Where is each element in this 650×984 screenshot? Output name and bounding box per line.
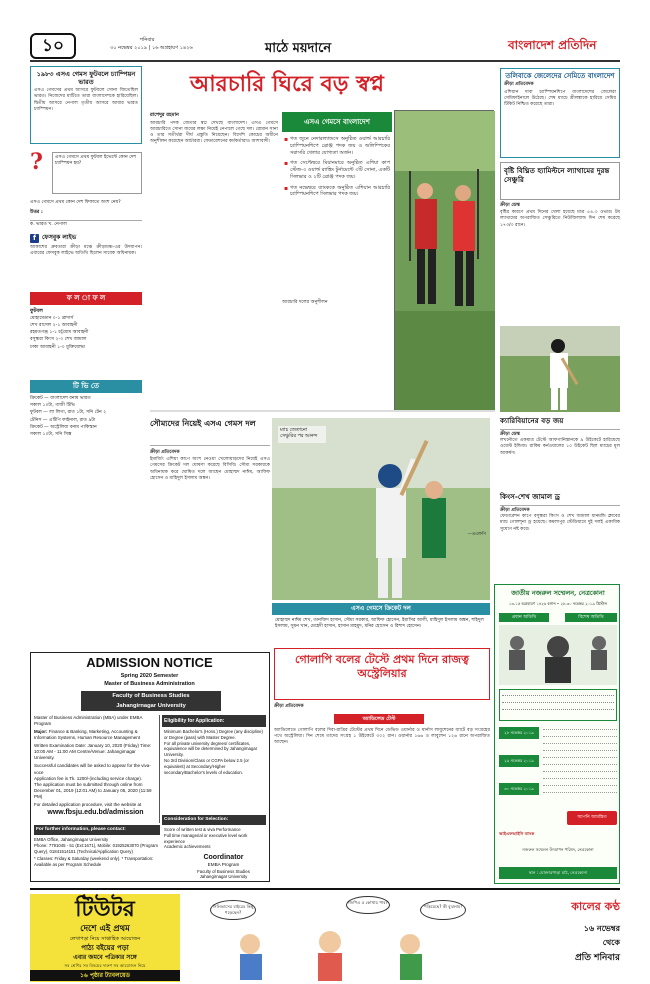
titur-line5: সব শ্রেণির সব বিষয়ের দারুণ সব আয়োজন নিয়ে bbox=[64, 963, 146, 968]
celebrating-batsman-figure bbox=[272, 418, 490, 600]
bullet-icon: ▪ bbox=[284, 160, 289, 168]
tv-item: টেনিস — এটিপি ফাইনাল, রাত ৯টা bbox=[30, 417, 96, 423]
lead-bullet: গত নভেম্বরে ব্যাংককে অনুষ্ঠিত এশিয়ান আরচারি চ্যাম্পিয়নশিপে সিলভার পদক জয়। bbox=[290, 184, 390, 198]
lead-headline: আরচারি ঘিরে বড় স্বপ্ন bbox=[190, 71, 385, 97]
faculty-name: Faculty of Business Studies bbox=[112, 693, 190, 699]
lead-photo bbox=[394, 110, 494, 410]
answer-label: উত্তর : bbox=[30, 210, 43, 215]
major-item: Human Resource Management bbox=[77, 735, 141, 741]
test-body: অ্যাডিলেডে গোলাপি বলের দিবা-রাত্রির টেস্টের প্রথম দিনে ডেভিড ওয়ার্নার ও মার্নাস লাবুশেনের ব্যাটে বড় সংগ্রহের পথে অস্ট্রেলিয়া। দিন শেষে তাদের সংগ্রহ ১ উইকেটে ৩০২ রান। ওয়ার্নার ১৬৬ ও লাবুশেন ১২৬ রানে অপরাজিত আছেন। bbox=[274, 728, 490, 746]
nazrul-committee bbox=[499, 689, 617, 721]
website-line: For detailed application procedure, visit the website at bbox=[34, 801, 142, 807]
squad-header: এসএ গেমসে ক্রিকেট দল bbox=[272, 603, 490, 615]
guest-portraits bbox=[499, 625, 617, 685]
cricket-photo bbox=[272, 418, 490, 600]
fact-box-text: এসএ গেমসের প্রথম আসরে ফুটবলে সোনা জিতেছিল ভারত। নিজেদের মাটিতে তারা বাংলাদেশকে হারিয়েছিল। দ্বিতীয় আসরে নেপাল তৃতীয় আসরে আবার ভারত চ্যাম্পিয়ন। bbox=[34, 88, 138, 112]
date-line: ৩০ নভেম্বর ২০১৯ | ১৬ অগ্রহায়ণ ১৪২৬ bbox=[110, 45, 193, 51]
coordinator-sub: EMBA Program bbox=[207, 862, 240, 868]
day2-tag: ২৯ নভেম্বর ২০১৯ bbox=[499, 755, 539, 767]
day1-tag: ২৮ নভেম্বর ২০১৯ bbox=[499, 727, 539, 739]
archer-figures bbox=[395, 111, 495, 411]
office-line: EMBA Office, Jahangirnagar University bbox=[34, 837, 109, 842]
consider-item: Academic achievements bbox=[164, 844, 211, 850]
eligibility-item: No 3rd Division/Class or CGPA below 2.5 (or equivalent) at Secondary/Higher secondary/Bachelor's levels of education. bbox=[164, 757, 249, 775]
program-line: Master of Business Administration (MBA) under EMBA Program bbox=[34, 715, 143, 727]
faculty-banner bbox=[81, 691, 221, 711]
story2-title: বৃষ্টি বিঘ্নিত হ্যামিল্টনে ল্যাথামের দুরন্ত সেঞ্চুরি bbox=[504, 166, 610, 185]
titur-line1: দেশে এই প্রথম bbox=[80, 924, 130, 934]
story4-body-block bbox=[500, 508, 620, 580]
tv-list bbox=[30, 396, 142, 526]
admission-ad bbox=[30, 652, 270, 882]
admission-note: Successful candidates will be asked to appear for the viva-voce bbox=[34, 763, 151, 775]
admission-degree: Master of Business Administration bbox=[104, 681, 195, 687]
cricket-title: সৌম্যদের নিয়েই এসএ গেমস দল bbox=[150, 418, 256, 428]
sponsor: আইএফআইসি ব্যাংক bbox=[499, 831, 535, 836]
test-kicker: অ্যাডিলেড টেস্ট bbox=[334, 714, 424, 724]
coordinator-title: Coordinator bbox=[203, 854, 244, 861]
eligibility-item: For all private university degrees/ certificates, equivalence will be determined by Jahangirnagar University. bbox=[164, 740, 258, 758]
latham-photo bbox=[500, 326, 620, 412]
nazrul-dates: ১৩-১৫ অগ্রহায়ণ ১৪২৬ বঙ্গাব্দ • ২৮-৩০ নভেম্বর ২০১৯ খ্রিস্টাব্দ bbox=[508, 601, 608, 606]
quiz-note: এসএ গেমসে প্রথম কোন দেশ ফিফাতে অংশ নেয়? bbox=[30, 200, 121, 205]
cricket-byline: ক্রীড়া প্রতিবেদক bbox=[150, 450, 180, 455]
tv-header: টি ভি তে bbox=[30, 380, 142, 393]
result-item: শেখ রাসেল ২-১ আবাহনী bbox=[30, 322, 78, 328]
facebook-title: ফেসবুক লাইভ bbox=[42, 234, 77, 242]
university-name: Jahangirnagar University bbox=[116, 703, 186, 709]
fact-box-title: ১৯৮৩ এসএ গেমস ফুটবলে চ্যাম্পিয়ন ভারত bbox=[36, 70, 136, 87]
nazrul-ad bbox=[494, 584, 620, 884]
test-headline-box bbox=[274, 648, 490, 700]
admission-note: Application fee is Tk. 1200/-(including service charge). bbox=[34, 775, 142, 781]
lead-bullet: গত সেপ্টেম্বরে মিয়ানমারে অনুষ্ঠিত এশিয়া কাপ স্টেজ-৩ ওয়ার্ল্ড র‌্যাঙ্কিং টুর্নামেন্টে ৩টি সোনা, একটি সিলভার ও ২টি ব্রোঞ্জ পদক জয়। bbox=[290, 160, 390, 180]
major-item: Accounting & Information Systems bbox=[34, 729, 138, 741]
illustration-panel bbox=[180, 894, 480, 982]
invitation-badge: আপনি আমন্ত্রিত bbox=[567, 811, 617, 825]
titur-line6: ১৬ পৃষ্ঠার ট্যাবলয়েড bbox=[30, 970, 180, 981]
story3-body-block bbox=[500, 432, 620, 490]
schedule-lines bbox=[543, 727, 617, 807]
titur-panel bbox=[30, 894, 180, 982]
test-body-block bbox=[274, 704, 490, 882]
kalerkantho-panel bbox=[480, 894, 620, 982]
paper-logo: বাংলাদেশ প্রতিদিন bbox=[508, 38, 597, 52]
admission-semester: Spring 2020 Semester bbox=[120, 673, 179, 679]
results-header: ফ ল া ফ ল bbox=[30, 292, 142, 305]
story4-title: কিংস-শেখ জামাল ড্র bbox=[500, 492, 561, 501]
consider-item: Full time managerial or executive level work experience bbox=[164, 832, 248, 844]
right-box bbox=[500, 68, 620, 158]
results-list bbox=[30, 308, 142, 378]
speech-bubble: পড়িয়েছে? কী বুঝলাম! bbox=[420, 900, 466, 920]
titur-line4: এবার জমবে পত্রিকার সঙ্গে bbox=[73, 954, 137, 961]
cricket-headline-block bbox=[150, 418, 270, 446]
result-item: রহমতগঞ্জ ১-১ চট্টগ্রাম আবাহনী bbox=[30, 330, 89, 336]
major-item: Marketing bbox=[89, 729, 109, 735]
exam-line: Written Examination Date: January 10, 2020 (Friday) Time: 10:00 AM - 11:00 AM Centre/Venue: Jahangirnagar University. bbox=[34, 743, 152, 761]
lead-body: আরচারি পদক জেতার স্বপ্ন দেখছে বাংলাদেশ। এসএ গেমসে আরচারিতে সোনা জয়ের লক্ষ্য নিয়েই নেপালে গেছে দল। রোমান সানা ও তার সতীর্থরা দীর্ঘ প্রস্তুতি নিয়েছেন। বিদেশি কোচের অধীনে অনুশীলন করেছেন আর্চাররা। ফেডারেশনের কর্মকর্তারাও আশাবাদী। bbox=[150, 120, 278, 145]
titur-line3: পাঠ্য বইয়ের পড়া bbox=[81, 944, 129, 952]
story2-body: বৃষ্টির কারণে প্রথম দিনের খেলা হয়েছে মাত্র ৫৪.৩ ওভার। টম ল্যাথামের অপরাজিত সেঞ্চুরিতে নিউজিল্যান্ড দিন শেষ করেছে ১৭৩/৩ রানে। bbox=[500, 210, 620, 228]
contact-header: For further information, please contact: bbox=[34, 825, 160, 835]
contact-block bbox=[34, 837, 160, 868]
facebook-box bbox=[30, 234, 142, 288]
consider-item: Score of written test & viva Performance bbox=[164, 827, 241, 832]
major-item: Finance & Banking bbox=[48, 729, 87, 735]
admission-note: The application must be submitted through online from December 01, 2019 (12:01 AM) to January 05, 2020 (11:59 PM) bbox=[34, 781, 152, 799]
lead-bullet: গত জুনে নেদারল্যান্ডসে অনুষ্ঠিত ওয়ার্ল্ড আরচারি চ্যাম্পিয়নশিপে ব্রোঞ্জ পদক জয় ও অলিম্পিকের সরাসরি খেলার যোগ্যতা অর্জন। bbox=[290, 136, 390, 156]
consider-list bbox=[164, 827, 266, 850]
lead-divider bbox=[150, 410, 495, 412]
lead-body-col2 bbox=[282, 300, 392, 408]
tv-item: ক্রিকেট — অস্ট্রেলিয়া বনাম পাকিস্তান bbox=[30, 424, 97, 430]
kk-brand: কালের কণ্ঠ bbox=[571, 900, 620, 913]
lead-headline-block bbox=[150, 66, 490, 110]
eligibility-list bbox=[164, 729, 266, 775]
lead-bullets bbox=[282, 134, 392, 294]
result-item: মোহামেডান ০-১ ব্রাদার্স bbox=[30, 315, 74, 321]
portrait-figures bbox=[499, 625, 617, 685]
lead-photo-caption: আরচারি দলের অনুশীলন bbox=[282, 300, 328, 305]
footnotes: * Classes: Friday & Saturday (weekend only). * Transportation: Available as per Program Schedule bbox=[34, 856, 154, 868]
kk-line2: থেকে bbox=[602, 938, 620, 947]
major-label: Major: bbox=[34, 729, 48, 735]
results-sport: ফুটবল bbox=[30, 308, 43, 314]
photo-credit: —এএফপি bbox=[467, 532, 486, 538]
day: শনিবার bbox=[140, 37, 155, 43]
bottom-ad bbox=[30, 888, 620, 984]
story4-body: ফেডারেশন কাপে বসুন্ধরা কিংস ও শেখ জামাল ধানমন্ডি ক্লাবের ম্যাচ গোলশূন্য ড্র হয়েছে। কমলাপুর স্টেডিয়ামে দুই দলই একাধিক সুযোগ নষ্ট করে। bbox=[500, 514, 620, 532]
story4-byline: ক্রীড়া প্রতিবেদক bbox=[500, 508, 530, 513]
story3-body: লখনৌতে একমাত্র টেস্টে আফগানিস্তানকে ৯ উইকেটে হারিয়েছে ওয়েস্ট ইন্ডিজ। রাকিম কর্নওয়ালের ১০ উইকেট ছিল ম্যাচের মূল আকর্ষণ। bbox=[500, 438, 620, 456]
coordinator-block bbox=[181, 853, 266, 880]
cricket-photo-caption: ম্যাচ জেতানো সেঞ্চুরির পর আনন্দ bbox=[278, 426, 326, 443]
batsman-figure bbox=[500, 326, 620, 412]
kk-line3: প্রতি শনিবার bbox=[574, 953, 620, 963]
titur-brand: টিউটর bbox=[75, 896, 135, 922]
special-guest-head: বিশেষ অতিথি bbox=[565, 613, 617, 622]
coordinator-faculty: Faculty of Business Studies bbox=[197, 868, 250, 874]
website-link[interactable]: www.fbsju.edu.bd/admission bbox=[47, 808, 144, 816]
right-box-byline: ক্রীড়া প্রতিবেদক bbox=[504, 82, 534, 88]
kk-line1: ১৬ নভেম্বর bbox=[583, 924, 620, 933]
speech-bubble: জিপিএ ৫ কোথায় পাব? bbox=[346, 896, 390, 914]
nazrul-venue: স্থান : মোক্তারপাড়া মাঠ, নেত্রকোনা bbox=[499, 867, 617, 879]
nazrul-title: জাতীয় নজরুল সম্মেলন, নেত্রকোনা bbox=[511, 589, 605, 597]
eligibility-header: Eligibility for Application: bbox=[162, 715, 266, 727]
right-box-title: তলিবাকে জেলেদের সেমিতে বাংলাদেশ bbox=[505, 71, 615, 80]
story2-byline: ক্রীড়া ডেস্ক bbox=[500, 203, 520, 208]
bullet-icon: ▪ bbox=[284, 136, 289, 143]
page-number: ১০ bbox=[30, 33, 76, 59]
phone-line: Phone: 7791045 - 51 (Ext:1671), Mobile: 01925263070 (Program Query), 01841514151 (Technical/Application Query) bbox=[34, 842, 158, 854]
result-item: ঢাকা আবাহনী ১-০ মুক্তিযোদ্ধা bbox=[30, 344, 86, 350]
story4-headline bbox=[500, 492, 620, 506]
tv-item: সকাল ১০টা, সনি সিক্স bbox=[30, 431, 72, 437]
story2-headline-box bbox=[500, 162, 620, 200]
masthead bbox=[30, 34, 620, 62]
cricket-body-block bbox=[150, 450, 270, 630]
tv-item: ক্রিকেট — বাংলাদেশ বনাম ভারত bbox=[30, 396, 91, 401]
fact-box bbox=[30, 66, 142, 144]
chief-guest-head: প্রধান অতিথি bbox=[499, 613, 549, 622]
story3-headline bbox=[500, 416, 620, 430]
lead-text-col bbox=[150, 112, 278, 402]
test-byline: ক্রীড়া প্রতিবেদক bbox=[274, 704, 304, 709]
cricket-body: ইমার্জিং এশিয়া কাপে অংশ নেওয়া খেলোয়াড়দের নিয়েই এসএ গেমসের ক্রিকেট দল ঘোষণা করেছে বিসিবি। সৌম্য সরকারকে অধিনায়ক করে ঘোষিত দলে আছেন মোহাম্মদ নাঈম, আফিফ হোসেন ও মাহিদুল ইসলাম অঙ্কন। bbox=[150, 457, 270, 481]
right-box-body: এশিয়ান দাবা চ্যাম্পিয়নশিপে বাংলাদেশের জেলেরা সেমিফাইনালে উঠেছে। শেষ ম্যাচে শ্রীলঙ্কাকে হারিয়ে সেমির টিকিট নিশ্চিত করেছে তারা। bbox=[504, 89, 616, 107]
facebook-icon: f bbox=[30, 234, 39, 243]
quiz-box bbox=[30, 148, 142, 230]
lead-kicker: এসএ গেমসে বাংলাদেশ bbox=[282, 112, 392, 132]
consider-header: Consideration for Selection: bbox=[162, 815, 266, 825]
nazrul-footer: নজরুল সম্মেলন উদযাপন পরিষদ, নেত্রকোনা bbox=[522, 847, 594, 852]
result-item: বসুন্ধরা কিংস ২-০ শেখ জামাল bbox=[30, 337, 87, 343]
lead-byline: রাশেদুর রহমান bbox=[150, 112, 179, 118]
story3-byline: ক্রীড়া ডেস্ক bbox=[500, 432, 520, 437]
speech-bubble: সিলিভাসের বাইরের কিছু পড়েছেন? bbox=[210, 900, 256, 920]
eligibility-item: Minimum Bachelor's (Hons.) Degree (any discipline) or Degree (pass) with Master Degree. bbox=[164, 729, 263, 740]
question-mark-icon: ? bbox=[30, 149, 43, 175]
admission-title: ADMISSION NOTICE bbox=[86, 655, 213, 670]
facebook-text: আকাশের ধ্রুবতারা ক্রীড়া মঞ্চে ক্রীড়ামঞ্চ-এর উদযাপন। এবারের ফেসবুক লাইভে অতিথি ছিলেন সাবেক অধিনায়ক। bbox=[30, 245, 142, 257]
answer-option: ক. ভারত খ. নেপাল bbox=[30, 220, 142, 228]
bullet-icon: ▪ bbox=[284, 184, 289, 192]
tv-item: ফুটবল — লা লিগা, রাত ১টা, সনি টেন ২ bbox=[30, 410, 107, 416]
story2-body-box bbox=[500, 203, 620, 323]
section-title: মাঠে ময়দানে bbox=[265, 41, 332, 56]
quiz-question: এসএ গেমসে প্রথম ফুটবল ইভেন্টে কোন দেশ চ্যাম্পিয়ন হয়? bbox=[52, 152, 142, 194]
tv-item: সকাল ১০টা, গাজী টিভি bbox=[30, 403, 75, 409]
squad-list: মোহাম্মদ নাঈম শেখ, তানজিদ হাসান, সৌম্য সরকার, আফিফ হোসেন, ইয়াসির আলী, মাহিদুল ইসলাম অঙ্কন, শহিদুল ইসলাম, সুমন খান, মেহেদী হাসান, হাসান মাহমুদ, মনির হোসেন ও রিশাদ হোসেন। bbox=[275, 618, 484, 630]
coordinator-univ: Jahangirnagar University bbox=[199, 874, 248, 880]
admission-left: Master of Business Administration (MBA) under EMBA Program Major: Finance & Banking, Marketing, Accounting & Information Systems, Human Resource Management Written Examination Date: January 10, 2020 (Friday) Time: 10:00 AM - 11:00 AM Centre/Venue: Jahangirnagar University. Successful candidates will be asked to appear for the viva-voce Application fee is Tk. 1200/-(including service charge). The application must be submitted through online from December 01, 2019 (12:01 AM) to January 05, 2020 (11:59 PM) For detailed application procedure, visit the website at www.fbsju.edu.bd/admission bbox=[34, 715, 160, 823]
day3-tag: ৩০ নভেম্বর ২০১৯ bbox=[499, 783, 539, 795]
test-title: গোলাপি বলের টেস্টে প্রথম দিনে রাজত্ব অস্ট্রেলিয়ার bbox=[295, 653, 469, 681]
story3-title: ক্যারিবিয়ানের বড় জয় bbox=[500, 416, 564, 425]
titur-line2: লেখাপড়া নিয়ে সাপ্তাহিক আয়োজন bbox=[69, 936, 141, 942]
